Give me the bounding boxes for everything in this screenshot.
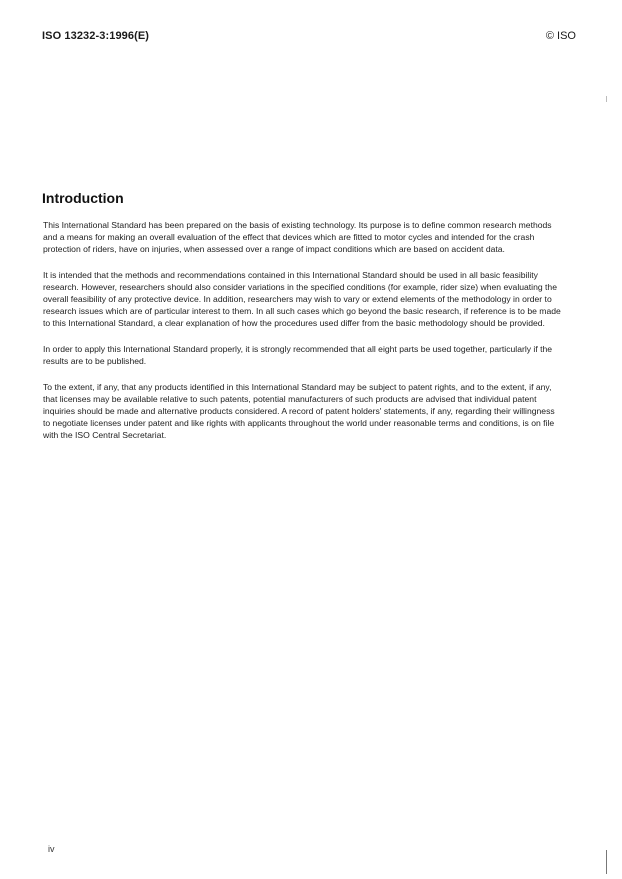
paragraph-patents: To the extent, if any, that any products identified in this International Standard may be subject to patent rights, and to the extent, if any, that licenses may be available relative to such patents, potential manufacturers of such products are advised that individual patent inquiries should be made and alternative products considered. A record of patent holders' statements, if any, regarding their willingness to negotiate licenses under patent and like rights with applicants throughout the world under reasonable terms and conditions, is on file with the ISO Central Secretariat. [43, 382, 555, 440]
paragraph-application: In order to apply this International Standard properly, it is strongly recommended that all eight parts be used together, particularly if the results are to be published. [43, 344, 553, 366]
section-title: Introduction [42, 190, 124, 206]
paragraph-purpose: This International Standard has been prepared on the basis of existing technology. Its purpose is to define common research methods and a means for making an overall evaluation of the effect that devices which are fitted to motor cycles and intended for the crash protection of riders, have on injuries, when assessed over a range of impact conditions which are based on accident data. [43, 220, 552, 254]
page-header [42, 30, 576, 46]
scan-edge-mark-bottom [606, 850, 607, 874]
paragraph-methods: It is intended that the methods and recommendations contained in this International Standard should be used in all basic feasibility research. However, researchers should also consider variations in the specified conditions (for example, rider size) when evaluating the overall feasibility of any protective device. In addition, researchers may wish to vary or extend elements of the methodology in order to research issues which are of particular interest to them. In all such cases which go beyond the basic research, if reference is to be made to this International Standard, a clear explanation of how the procedures used differ from the basic methodology should be provided. [43, 270, 561, 328]
page-number: iv [48, 844, 55, 854]
document-identifier: ISO 13232-3:1996(E) [42, 30, 150, 42]
copyright-notice: © ISO [545, 30, 576, 42]
introduction-body [43, 219, 561, 455]
scan-edge-mark-top [606, 96, 607, 102]
